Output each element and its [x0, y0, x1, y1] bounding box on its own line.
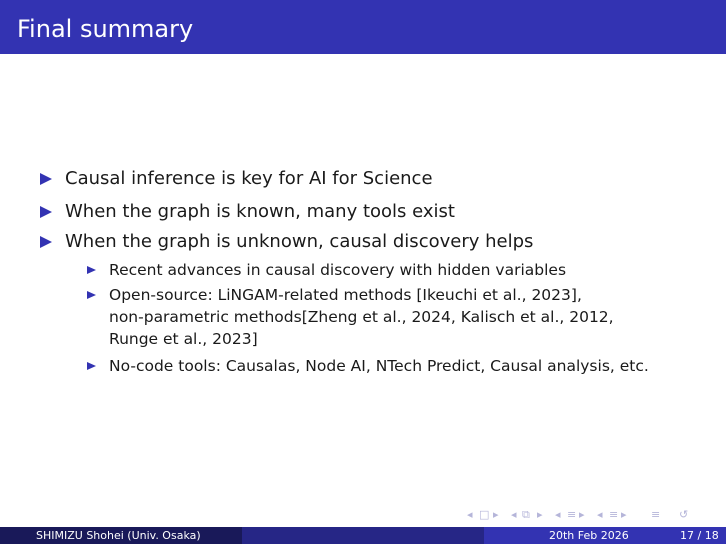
small-triangle-bullet-icon: [87, 362, 96, 370]
nav-subsection2-icon[interactable]: ≡: [609, 508, 619, 521]
nav-subsection-prev-icon[interactable]: ◂: [511, 508, 517, 521]
nav-subsection-icon[interactable]: ⧉: [522, 508, 530, 521]
nav-section-icon[interactable]: ≡: [567, 508, 577, 521]
bullet-text: When the graph is unknown, causal discovery helps: [65, 231, 534, 252]
sub-bullet-line: Runge et al., 2023]: [109, 330, 258, 348]
sub-bullet-text: No-code tools: Causalas, Node AI, NTech Predict, Causal analysis, etc.: [109, 357, 649, 375]
slide-title: Final summary: [17, 15, 194, 43]
bullet-text: Causal inference is key for AI for Science: [65, 168, 433, 189]
footer-date: 20th Feb 2026: [549, 529, 629, 542]
nav-frame-prev-icon[interactable]: ◂: [467, 508, 473, 521]
triangle-bullet-icon: [40, 236, 52, 248]
slide-header: [0, 0, 726, 54]
sub-bullet-line: non-parametric methods[Zheng et al., 2024, Kalisch et al., 2012,: [109, 308, 614, 326]
nav-align-icon[interactable]: ≡: [651, 508, 661, 521]
nav-subsection-next-icon[interactable]: ▸: [537, 508, 543, 521]
sub-bullet-line: Open-source: LiNGAM-related methods [Ikeuchi et al., 2023],: [109, 286, 582, 304]
small-triangle-bullet-icon: [87, 291, 96, 299]
page-number: 17 / 18: [680, 529, 719, 542]
navigation-symbols: [467, 508, 717, 524]
nav-search-icon[interactable]: ↺: [679, 508, 689, 521]
bullet-text: When the graph is known, many tools exist: [65, 201, 455, 222]
nav-frame-icon[interactable]: □: [479, 508, 490, 521]
triangle-bullet-icon: [40, 206, 52, 218]
small-triangle-bullet-icon: [87, 266, 96, 274]
footer-author: SHIMIZU Shohei (Univ. Osaka): [36, 529, 201, 542]
slide-footer: [0, 527, 726, 544]
nav-subsection2-prev-icon[interactable]: ◂: [597, 508, 603, 521]
sub-bullet-text: Recent advances in causal discovery with hidden variables: [109, 261, 567, 279]
nav-section-next-icon[interactable]: ▸: [579, 508, 585, 521]
triangle-bullet-icon: [40, 173, 52, 185]
nav-subsection2-next-icon[interactable]: ▸: [621, 508, 627, 521]
nav-section-prev-icon[interactable]: ◂: [555, 508, 561, 521]
nav-frame-next-icon[interactable]: ▸: [493, 508, 499, 521]
footer-title-segment: [242, 527, 484, 544]
sub-bullet-text: [109, 284, 614, 350]
